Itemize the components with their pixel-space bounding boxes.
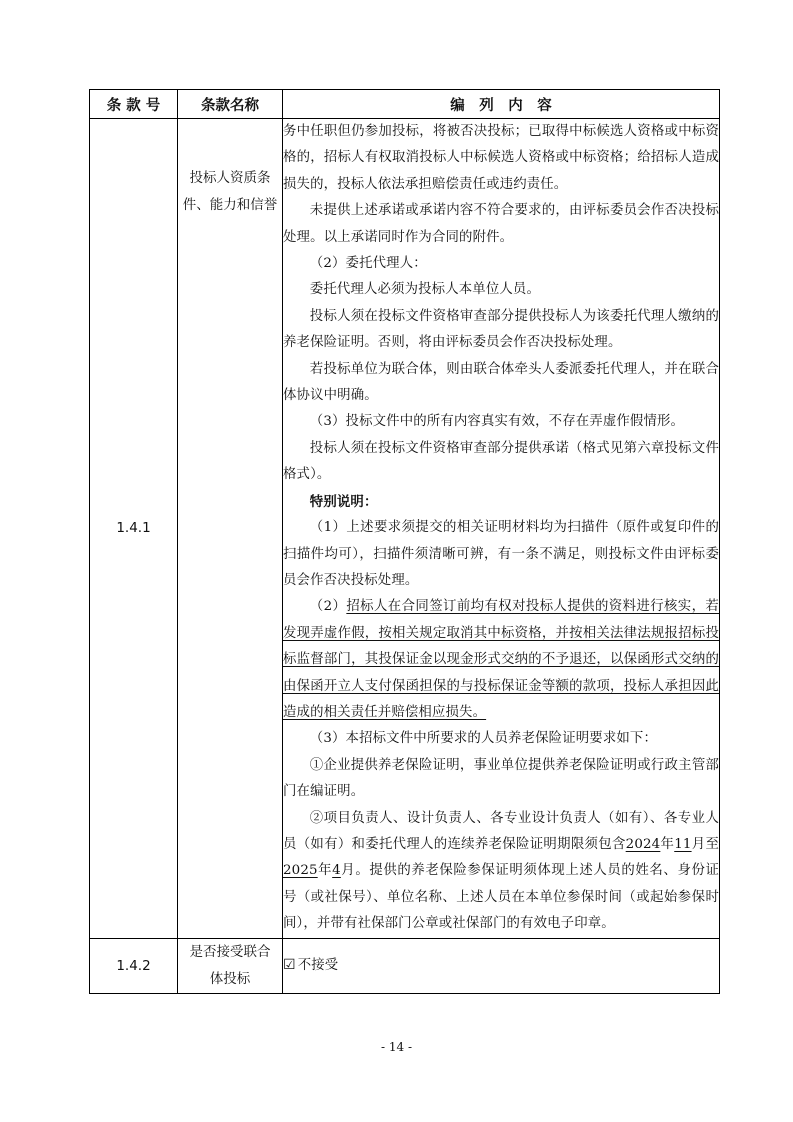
page-number: - 14 - [380, 1040, 412, 1054]
table-row [90, 938, 720, 993]
checkbox-option [283, 952, 719, 979]
end-year: 2025 [283, 863, 318, 879]
start-month: 11 [674, 836, 692, 852]
paragraph: 若投标单位为联合体，则由联合体牵头人委派委托代理人，并在联合体协议中明确。 [283, 361, 719, 404]
paragraph: （1）上述要求须提交的相关证明材料均为扫描件（原件或复印件的扫描件均可），扫描件须清晰可辨，有一条不满足，则投标文件由评标委员会作否决投标处理。 [283, 520, 719, 588]
clause-name-line: 体投标 [209, 970, 251, 987]
header-content: 编 列 内 容 [283, 90, 720, 119]
paragraph: ①企业提供养老保险证明，事业单位提供养老保险证明或行政主管部门在编证明。 [283, 757, 719, 800]
header-clause-name: 条款名称 [178, 90, 283, 119]
paragraph: 务中任职但仍参加投标，将被否决投标；已取得中标候选人资格或中标资格的，招标人有权取消投标人中标候选人资格或中标资格；给招标人造成损失的，投标人依法承担赔偿责任或违约责任。 [283, 124, 719, 192]
paragraph: 委托代理人必须为投标人本单位人员。 [309, 282, 540, 298]
paragraph-text: 月。提供的养老保险参保证明须体现上述人员的姓名、身份证号（或社保号）、单位名称、上述人员在本单位参保时间（或起始参保时间），并带有社保部门公章或社保部门的有效电子印章。 [283, 863, 719, 932]
header-clause-number: 条 款 号 [90, 90, 178, 119]
paragraph: 投标人须在投标文件资格审查部分提供投标人为该委托代理人缴纳的养老保险证明。否则，将由评标委员会作否决投标处理。 [283, 308, 719, 351]
paragraph: （3）本招标文件中所要求的人员养老保险证明要求如下： [309, 731, 657, 747]
end-month: 4 [332, 863, 341, 879]
start-year: 2024 [625, 836, 661, 852]
paragraph-text: ②项目负责人、设计负责人、各专业设计负责人（如有）、各专业人员（如有）和委托代理人的连续养老保险证明期限须包含 [283, 810, 719, 852]
clause-name [178, 938, 283, 993]
paragraph: （3）投标文件中的所有内容真实有效，不存在弄虚作假情形。 [309, 414, 685, 430]
clause-name [178, 119, 283, 939]
clause-name-line: 是否接受联合 [189, 943, 271, 960]
clause-name-line: 件、能力和信誉 [182, 197, 278, 213]
paragraph: 投标人须在投标文件资格审查部分提供承诺（格式见第六章投标文件格式）。 [283, 440, 719, 483]
paragraph [283, 806, 719, 938]
clause-number: 1.4.2 [90, 938, 178, 993]
checked-checkbox-icon: ☑ [283, 956, 296, 973]
paragraph: （2）委托代理人： [309, 256, 427, 272]
paragraph-prefix: （2） [309, 599, 347, 615]
option-label: 不接受 [297, 957, 339, 973]
paragraph-text: 年 [317, 863, 333, 879]
clause-number: 1.4.1 [90, 119, 178, 939]
paragraph-text: 月至 [691, 836, 719, 852]
paragraph [283, 594, 719, 726]
underlined-text: 招标人在合同签订前均有权对投标人提供的资料进行核实，若发现弄虚作假，按相关规定取消其中标资格，并按相关法律法规报招标投标监督部门，其投保证金以现金形式交纳的不予退还，以保函形式交纳的由保函开立人支付保函担保的与投标保证金等额的款项，投标人承担因此造成的相关责任并赔偿相应损失。 [283, 599, 719, 720]
table-header-row [90, 90, 720, 119]
clause-table [89, 89, 720, 994]
clause-content [283, 119, 720, 939]
paragraph: 未提供上述承诺或承诺内容不符合要求的，由评标委员会作否决投标处理。以上承诺同时作为合同的附件。 [283, 203, 719, 245]
paragraph-text: 年 [660, 836, 675, 852]
clause-name-line: 投标人资质条 [189, 170, 271, 186]
clause-content [283, 938, 720, 993]
table-row [90, 119, 720, 939]
special-note-heading: 特别说明： [309, 493, 378, 510]
